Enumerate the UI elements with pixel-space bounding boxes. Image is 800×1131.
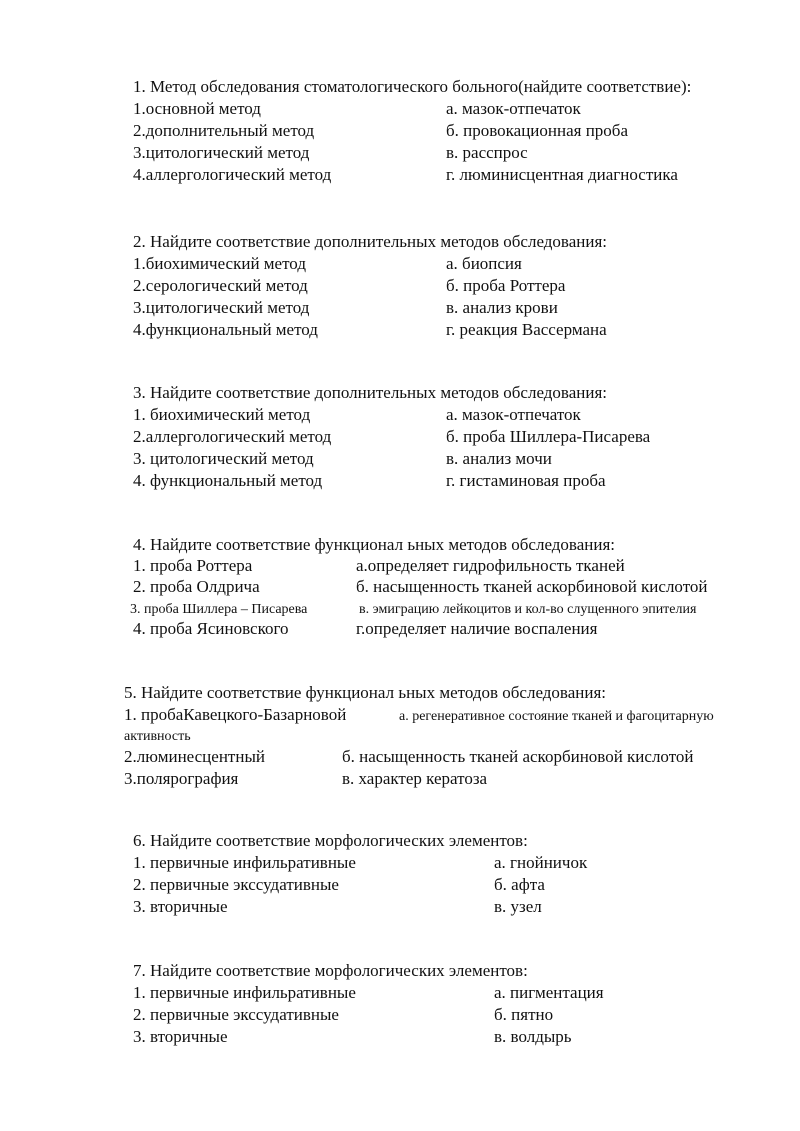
right-item: в. характер кератоза bbox=[342, 769, 488, 788]
right-item: а.определяет гидрофильность тканей bbox=[356, 556, 625, 575]
right-item: б. насыщенность тканей аскорбиновой кислотой bbox=[356, 577, 708, 596]
left-item: 2.аллергологический метод bbox=[133, 427, 332, 446]
left-item: 1. проба Роттера bbox=[133, 556, 253, 575]
left-item: 1. первичные инфильративные bbox=[133, 983, 356, 1002]
question-title: 3. Найдите соответствие дополнительных методов обследования: bbox=[133, 383, 608, 402]
right-item: б. провокационная проба bbox=[446, 121, 629, 140]
question-6 bbox=[133, 830, 773, 918]
right-item: в. волдырь bbox=[494, 1027, 572, 1046]
left-item: 2.серологический метод bbox=[133, 276, 308, 295]
question-title: 6. Найдите соответствие морфологических элементов: bbox=[133, 831, 528, 850]
left-item: 3. проба Шиллера – Писарева bbox=[130, 602, 308, 617]
left-item: 3.полярография bbox=[124, 769, 239, 788]
right-item: а. гнойничок bbox=[494, 853, 588, 872]
question-title: 2. Найдите соответствие дополнительных методов обследования: bbox=[133, 232, 608, 251]
question-title: 7. Найдите соответствие морфологических элементов: bbox=[133, 961, 528, 980]
left-item: 2.люминесцентный bbox=[124, 747, 265, 766]
question-5 bbox=[124, 682, 784, 790]
left-item: 3. вторичные bbox=[133, 897, 228, 916]
right-item: г. гистаминовая проба bbox=[446, 471, 606, 490]
left-item: 3. вторичные bbox=[133, 1027, 228, 1046]
right-item: г. люминисцентная диагностика bbox=[446, 165, 678, 184]
left-item: 1.биохимический метод bbox=[133, 254, 306, 273]
right-item: в. узел bbox=[494, 897, 542, 916]
right-item: б. афта bbox=[494, 875, 545, 894]
question-2 bbox=[133, 231, 773, 341]
right-item: б. насыщенность тканей аскорбиновой кислотой bbox=[342, 747, 694, 766]
left-item: 1.основной метод bbox=[133, 99, 261, 118]
left-item: 4.аллергологический метод bbox=[133, 165, 332, 184]
left-item: 2. проба Олдрича bbox=[133, 577, 260, 596]
question-title: 4. Найдите соответствие функционал ьных методов обследования: bbox=[133, 535, 616, 554]
right-item: а. пигментация bbox=[494, 983, 604, 1002]
right-item: а. биопсия bbox=[446, 254, 522, 273]
left-item: 3.цитологический метод bbox=[133, 143, 310, 162]
right-item: а. мазок-отпечаток bbox=[446, 99, 581, 118]
right-item: г.определяет наличие воспаления bbox=[356, 619, 598, 638]
left-item: 2. первичные экссудативные bbox=[133, 875, 339, 894]
right-item: б. проба Шиллера-Писарева bbox=[446, 427, 651, 446]
left-item: 1. биохимический метод bbox=[133, 405, 311, 424]
right-item: б. проба Роттера bbox=[446, 276, 566, 295]
right-item: в. эмиграцию лейкоцитов и кол-во слущенного эпителия bbox=[359, 602, 697, 617]
question-title: 5. Найдите соответствие функционал ьных методов обследования: bbox=[124, 683, 607, 702]
question-1 bbox=[133, 76, 773, 186]
right-item: а. регенеративное состояние тканей и фагоцитарную bbox=[399, 709, 714, 724]
right-item: в. расспрос bbox=[446, 143, 528, 162]
left-item: 3. цитологический метод bbox=[133, 449, 314, 468]
left-item: 2.дополнительный метод bbox=[133, 121, 315, 140]
left-item: 4. функциональный метод bbox=[133, 471, 323, 490]
left-item: 1. первичные инфильративные bbox=[133, 853, 356, 872]
question-title: 1. Метод обследования стоматологического больного(найдите соответствие): bbox=[133, 77, 692, 96]
left-item: 3.цитологический метод bbox=[133, 298, 310, 317]
right-item: б. пятно bbox=[494, 1005, 554, 1024]
right-item: г. реакция Вассермана bbox=[446, 320, 607, 339]
left-item: 1. пробаКавецкого-Базарновой bbox=[124, 705, 347, 724]
question-7 bbox=[133, 960, 773, 1048]
left-item: 4.функциональный метод bbox=[133, 320, 318, 339]
right-item: в. анализ крови bbox=[446, 298, 558, 317]
left-item: 4. проба Ясиновского bbox=[133, 619, 289, 638]
right-item: в. анализ мочи bbox=[446, 449, 552, 468]
question-4 bbox=[130, 534, 773, 639]
right-item: а. мазок-отпечаток bbox=[446, 405, 581, 424]
left-item: 2. первичные экссудативные bbox=[133, 1005, 339, 1024]
question-3 bbox=[133, 382, 773, 492]
right-item-continuation: активность bbox=[124, 729, 191, 744]
